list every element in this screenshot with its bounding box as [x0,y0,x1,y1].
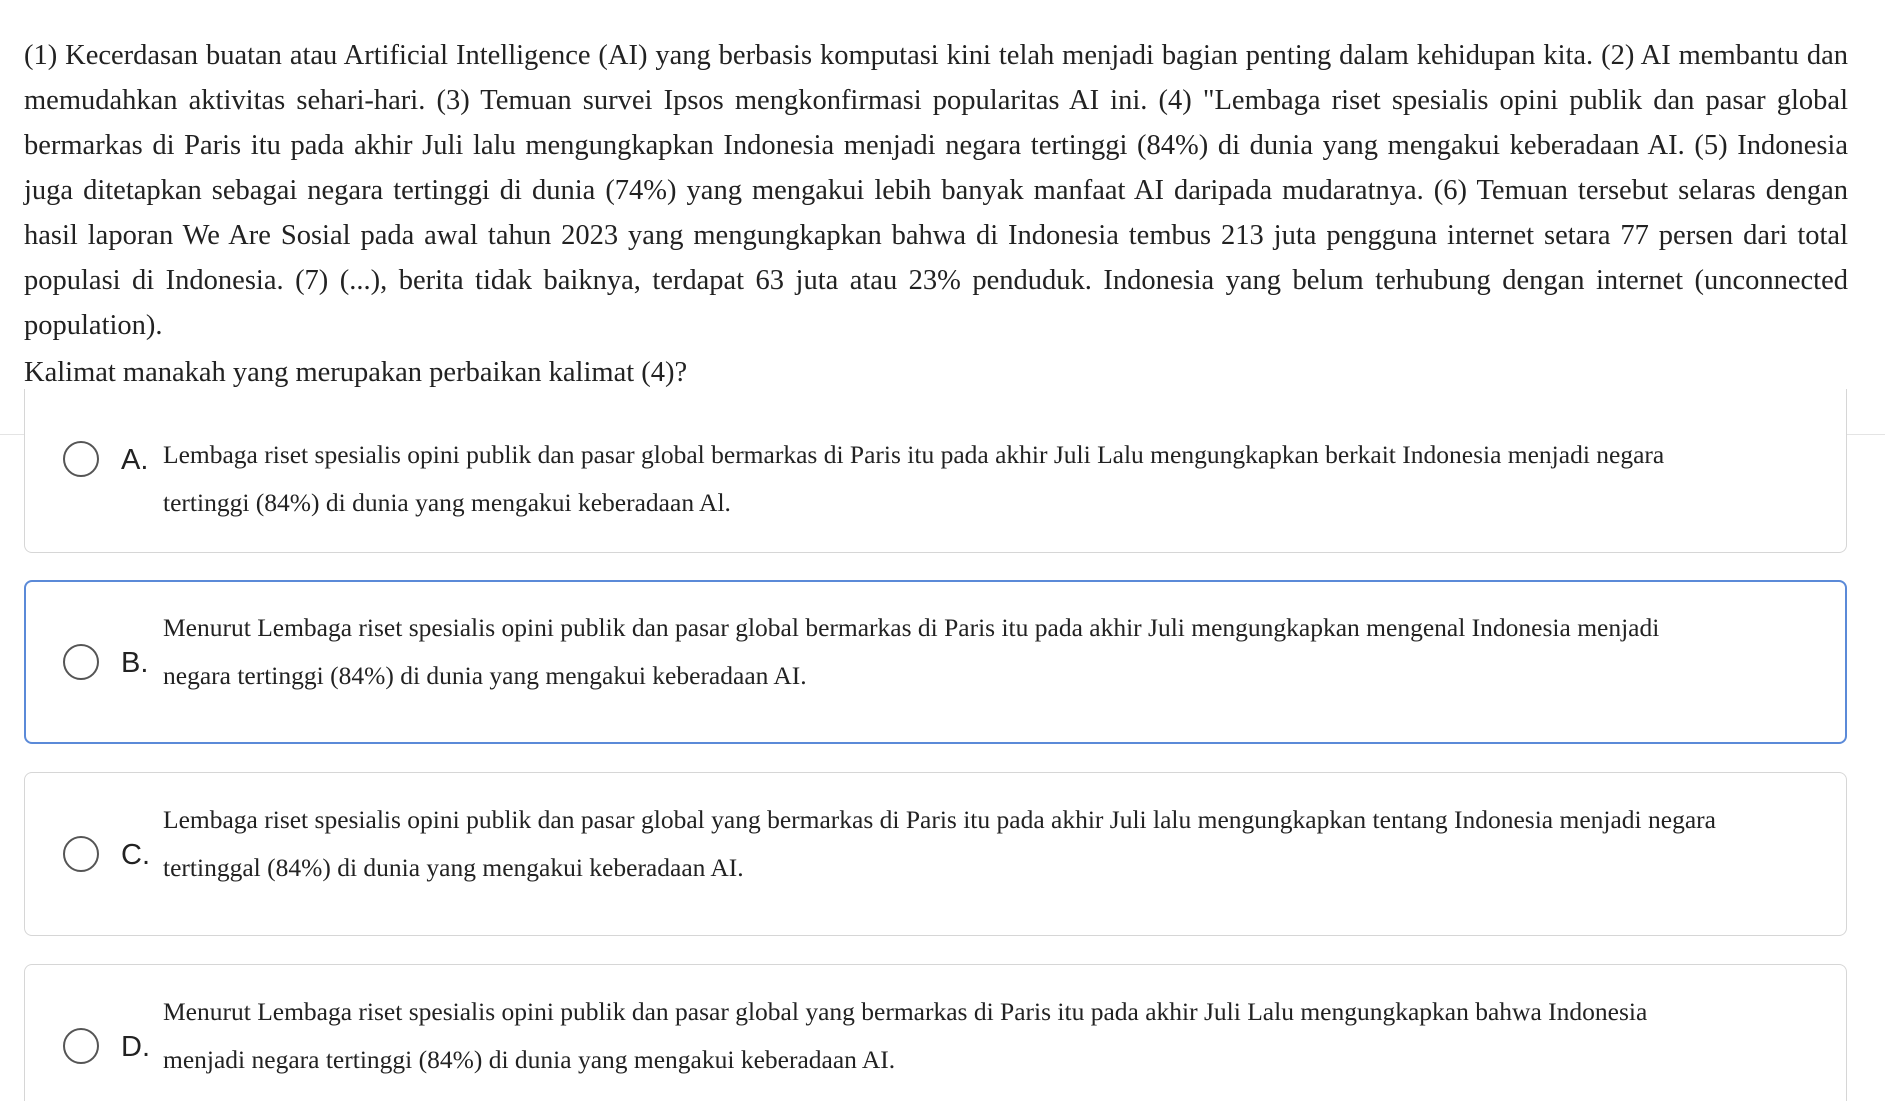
answer-option-a[interactable] [24,389,1847,553]
option-text-line: tertinggal (84%) di dunia yang mengakui keberadaan AI. [163,853,744,882]
radio-circle-icon[interactable] [63,441,99,477]
option-text [163,796,1818,892]
answer-option-d[interactable] [24,964,1847,1101]
option-letter: A. [121,444,149,476]
option-letter: C. [121,839,150,871]
radio-circle-icon[interactable] [63,644,99,680]
option-text-line: Lembaga riset spesialis opini publik dan pasar global yang bermarkas di Paris itu pada akhir Juli lalu mengungkapkan tentang Indonesia menjadi negara [163,805,1716,834]
radio-circle-icon[interactable] [63,1028,99,1064]
option-text [163,988,1818,1084]
option-letter: B. [121,647,149,679]
option-text-line: Menurut Lembaga riset spesialis opini publik dan pasar global yang bermarkas di Paris itu pada akhir Juli Lalu mengungkapkan bahwa Indonesia [163,997,1648,1026]
option-text-line: tertinggi (84%) di dunia yang mengakui keberadaan Al. [163,488,731,517]
radio-circle-icon[interactable] [63,836,99,872]
answer-option-c[interactable] [24,772,1847,936]
question-prompt: Kalimat manakah yang merupakan perbaikan kalimat (4)? [24,357,688,388]
question-passage: (1) Kecerdasan buatan atau Artificial Intelligence (AI) yang berbasis komputasi kini telah menjadi bagian penting dalam kehidupan kita. (2) AI membantu dan memudahkan aktivitas sehari-hari. (3) Temuan survei Ipsos mengkonfirmasi popularitas AI ini. (4) "Lembaga riset spesialis opini publik dan pasar global bermarkas di Paris itu pada akhir Juli lalu mengungkapkan Indonesia menjadi negara tertinggi (84%) di dunia yang mengakui keberadaan AI. (5) Indonesia juga ditetapkan sebagai negara tertinggi di dunia (74%) yang mengakui lebih banyak manfaat AI daripada mudaratnya. (6) Temuan tersebut selaras dengan hasil laporan We Are Sosial pada awal tahun 2023 yang mengungkapkan bahwa di Indonesia tembus 213 juta pengguna internet setara 77 persen dari total populasi di Indonesia. (7) (...), berita tidak baiknya, terdapat 63 juta atau 23% penduduk. Indonesia yang belum terhubung dengan internet (unconnected population). [24,40,1848,341]
option-text-line: menjadi negara tertinggi (84%) di dunia yang mengakui keberadaan AI. [163,1045,896,1074]
option-text [163,604,1818,700]
option-text-line: Lembaga riset spesialis opini publik dan pasar global bermarkas di Paris itu pada akhir Juli Lalu mengungkapkan berkait Indonesia menjadi negara [163,440,1665,469]
option-text [163,431,1818,527]
option-text-line: negara tertinggi (84%) di dunia yang mengakui keberadaan AI. [163,661,807,690]
answer-option-b[interactable] [24,580,1847,744]
option-letter: D. [121,1031,150,1063]
option-text-line: Menurut Lembaga riset spesialis opini publik dan pasar global bermarkas di Paris itu pada akhir Juli mengungkapkan mengenal Indonesia menjadi [163,613,1660,642]
